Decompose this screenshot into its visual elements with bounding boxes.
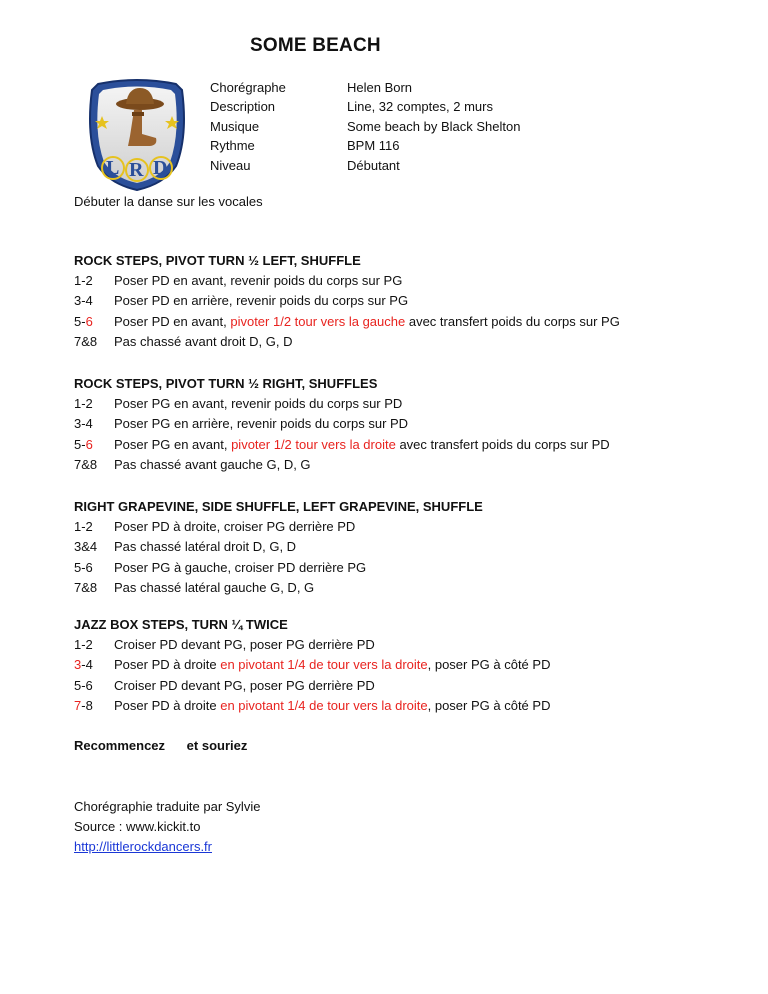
section-3: [74, 497, 483, 599]
step-count: 1-2: [74, 637, 93, 652]
step-row: [74, 558, 483, 578]
footer: [74, 797, 260, 857]
step-count: 7&8: [74, 457, 98, 473]
svg-text:R: R: [129, 159, 144, 181]
step-row: [74, 676, 550, 696]
section-4: [74, 615, 550, 717]
step-description: Pas chassé avant gauche G, D, G: [114, 457, 311, 473]
count-part: 5-: [74, 313, 86, 329]
desc-part: Poser PD à droite: [114, 657, 221, 673]
step-count: 3&4: [74, 539, 98, 555]
count-part-highlight: 6: [85, 436, 93, 452]
step-count: 5-6: [74, 559, 93, 575]
website-link[interactable]: http://littlerockdancers.fr: [74, 839, 212, 854]
step-description: Croiser PD devant PG, poser PG derrière PD: [114, 637, 375, 652]
desc-part: , poser PG à côté PD: [427, 657, 551, 673]
svg-text:L: L: [106, 157, 120, 179]
step-row: [74, 291, 620, 311]
info-label-level: Niveau: [210, 157, 251, 173]
step-count: 5-6: [74, 677, 93, 693]
step-description: [114, 655, 550, 675]
page-title: SOME BEACH: [250, 35, 381, 56]
desc-part: Poser PD en avant,: [114, 313, 231, 329]
step-row: [74, 394, 610, 414]
closing-restart: Recommencez: [74, 738, 166, 753]
step-count: [74, 696, 114, 716]
step-row: [74, 312, 620, 332]
desc-part: Poser PD à droite: [114, 698, 221, 714]
step-description: Poser PG à gauche, croiser PD derrière PG: [114, 559, 367, 575]
step-row: [74, 332, 620, 352]
step-description: [114, 696, 550, 716]
step-row: [74, 537, 483, 557]
desc-highlight: pivoter 1/2 tour vers la droite: [231, 436, 396, 452]
desc-part: avec transfert poids du corps sur PD: [395, 436, 610, 452]
intro-text: Débuter la danse sur les vocales: [74, 194, 263, 209]
info-label-description: Description: [210, 99, 276, 115]
step-row: [74, 455, 610, 475]
step-description: Poser PG en avant, revenir poids du corps sur PD: [114, 396, 403, 411]
section-heading: ROCK STEPS, PIVOT TURN ½ LEFT, SHUFFLE: [74, 253, 361, 268]
section-heading: ROCK STEPS, PIVOT TURN ½ RIGHT, SHUFFLES: [74, 376, 378, 391]
info-labels: [210, 78, 286, 175]
count-part-highlight: 7: [74, 698, 82, 714]
info-values: [347, 78, 520, 175]
step-row: [74, 696, 550, 716]
step-row: [74, 271, 620, 291]
count-part-highlight: 3: [74, 657, 82, 673]
info-value-choreographer: Helen Born: [347, 80, 413, 95]
step-description: Pas chassé avant droit D, G, D: [114, 334, 293, 350]
desc-part: avec transfert poids du corps sur PG: [405, 313, 620, 329]
step-description: [114, 312, 620, 332]
step-row: [74, 578, 483, 598]
section-heading: JAZZ BOX STEPS, TURN ¼ TWICE: [74, 617, 288, 632]
source-line: Source : www.kickit.to: [74, 819, 201, 834]
step-description: Pas chassé latéral droit D, G, D: [114, 539, 297, 555]
step-description: [114, 435, 610, 455]
step-count: [74, 312, 114, 332]
step-count: 7&8: [74, 334, 98, 350]
info-value-description: Line, 32 comptes, 2 murs: [347, 99, 493, 115]
section-heading: RIGHT GRAPEVINE, SIDE SHUFFLE, LEFT GRAPEVINE, SHUFFLE: [74, 499, 483, 514]
step-row: [74, 655, 550, 675]
info-value-rhythm: BPM 116: [347, 138, 400, 154]
info-value-level: Débutant: [347, 157, 400, 173]
svg-text:D: D: [153, 157, 168, 179]
step-description: Poser PD à droite, croiser PG derrière PD: [114, 519, 356, 534]
step-count: 1-2: [74, 396, 93, 411]
count-part: -4: [81, 657, 93, 673]
info-label-music: Musique: [210, 118, 260, 134]
count-part: -8: [81, 698, 93, 714]
step-count: 3-4: [74, 293, 93, 309]
step-description: Poser PD en avant, revenir poids du corps sur PG: [114, 273, 403, 288]
info-label-rhythm: Rythme: [210, 138, 255, 154]
step-description: Poser PG en arrière, revenir poids du corps sur PD: [114, 416, 409, 432]
desc-part: , poser PG à côté PD: [427, 698, 551, 714]
step-count: 3-4: [74, 416, 93, 432]
section-1: [74, 251, 620, 353]
step-description: Poser PD en arrière, revenir poids du corps sur PG: [114, 293, 409, 309]
step-row: [74, 414, 610, 434]
step-row: [74, 435, 610, 455]
desc-highlight: en pivotant 1/4 de tour vers la droite: [220, 698, 428, 714]
step-count: 1-2: [74, 519, 93, 534]
lrd-logo-icon: [84, 76, 190, 192]
step-row: [74, 517, 483, 537]
step-description: Croiser PD devant PG, poser PG derrière PD: [114, 677, 375, 693]
step-count: [74, 435, 114, 455]
section-2: [74, 374, 610, 476]
info-value-music: Some beach by Black Shelton: [347, 118, 521, 134]
step-count: [74, 655, 114, 675]
step-row: [74, 635, 550, 655]
closing-line: [74, 738, 247, 753]
step-count: 7&8: [74, 580, 98, 596]
step-count: 1-2: [74, 273, 93, 288]
count-part-highlight: 6: [85, 313, 93, 329]
closing-smile: et souriez: [186, 738, 248, 753]
count-part: 5-: [74, 436, 86, 452]
step-description: Pas chassé latéral gauche G, D, G: [114, 580, 315, 596]
desc-highlight: en pivotant 1/4 de tour vers la droite: [220, 657, 428, 673]
info-label-choreographer: Chorégraphe: [210, 80, 286, 95]
desc-highlight: pivoter 1/2 tour vers la gauche: [230, 313, 406, 329]
desc-part: Poser PG en avant,: [114, 436, 232, 452]
translated-by: Chorégraphie traduite par Sylvie: [74, 799, 261, 814]
